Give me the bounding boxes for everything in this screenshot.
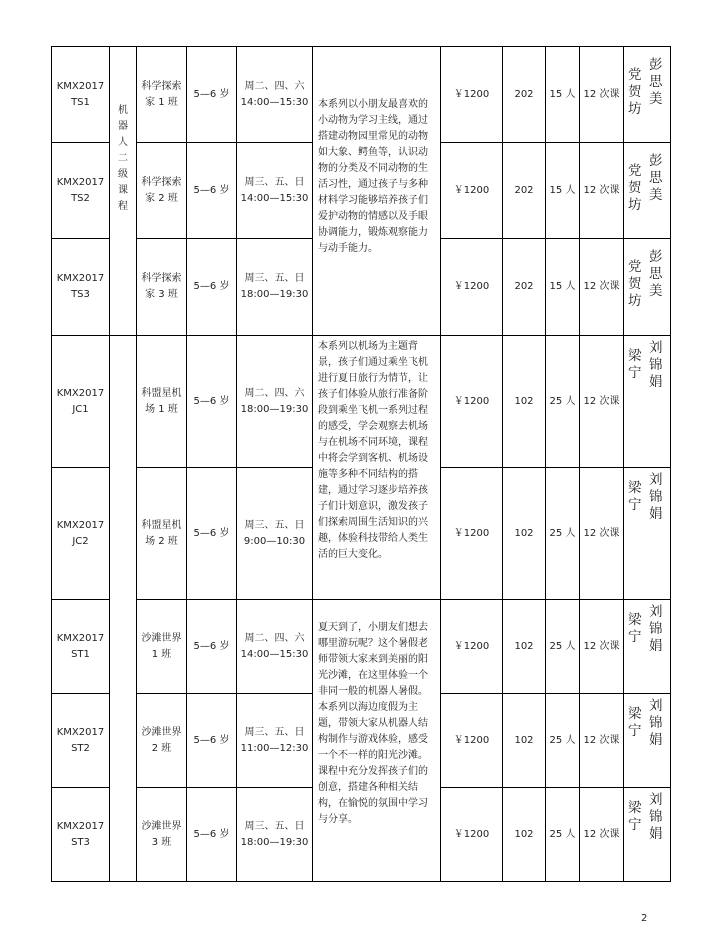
room: 202 bbox=[503, 143, 546, 239]
course-category: 机器人二级课程 bbox=[118, 105, 128, 212]
session-count: 12 次课 bbox=[580, 788, 624, 882]
schedule bbox=[237, 47, 313, 143]
schedule-days: 周二、四、六 bbox=[244, 387, 305, 399]
course-description: 夏天到了，小朋友们想去哪里游玩呢？这个暑假老师带领大家来到美丽的阳光沙滩，在这里体验一个非同一般的机器人暑假。本系列以海边度假为主题，带领大家从机器人结构制作与游戏体验，感受一个不一样的阳光沙滩。课程中充分发挥孩子们的创意，搭建各种相关结构，在愉悦的氛围中学习与分享。 bbox=[313, 600, 441, 882]
class-name: 科学探索家 1 班 bbox=[137, 47, 187, 143]
schedule bbox=[237, 239, 313, 336]
capacity: 25 人 bbox=[546, 694, 580, 788]
class-name: 沙滩世界 2 班 bbox=[137, 694, 187, 788]
session-count: 12 次课 bbox=[580, 336, 624, 468]
teacher-a: 梁宁 bbox=[628, 612, 642, 645]
age-range: 5—6 岁 bbox=[187, 336, 237, 468]
class-code: KMX2017 ST1 bbox=[52, 600, 110, 694]
teacher-b: 彭思美 bbox=[649, 57, 663, 107]
schedule-time: 18:00—19:30 bbox=[240, 289, 309, 300]
schedule-time: 18:00—19:30 bbox=[240, 836, 309, 848]
room: 202 bbox=[503, 47, 546, 143]
teachers bbox=[624, 336, 671, 468]
price: ￥1200 bbox=[441, 468, 503, 600]
teacher-b: 刘锦娟 bbox=[649, 340, 663, 390]
class-name: 科盟星机场 2 班 bbox=[137, 468, 187, 600]
class-name: 沙滩世界 1 班 bbox=[137, 600, 187, 694]
schedule-days: 周三、五、日 bbox=[244, 519, 305, 531]
category-cell bbox=[110, 47, 137, 336]
class-code: KMX2017 TS3 bbox=[52, 239, 110, 336]
schedule bbox=[237, 468, 313, 600]
schedule-time: 14:00—15:30 bbox=[240, 192, 309, 204]
price: ￥1200 bbox=[441, 600, 503, 694]
teachers bbox=[624, 47, 671, 143]
table-row bbox=[52, 600, 671, 694]
teacher-a: 党贺坊 bbox=[628, 163, 642, 213]
schedule bbox=[237, 143, 313, 239]
schedule-time: 18:00—19:30 bbox=[240, 403, 309, 415]
teacher-b: 彭思美 bbox=[649, 153, 663, 203]
teacher-b: 彭思美 bbox=[649, 249, 663, 299]
price: ￥1200 bbox=[441, 788, 503, 882]
teacher-a: 梁宁 bbox=[628, 706, 642, 739]
schedule-time: 9:00—10:30 bbox=[243, 535, 306, 547]
schedule-time: 14:00—15:30 bbox=[240, 96, 309, 108]
capacity: 15 人 bbox=[546, 239, 580, 336]
schedule-time: 14:00—15:30 bbox=[240, 648, 309, 660]
teachers bbox=[624, 694, 671, 788]
capacity: 15 人 bbox=[546, 143, 580, 239]
teacher-b: 刘锦娟 bbox=[649, 792, 663, 842]
age-range: 5—6 岁 bbox=[187, 600, 237, 694]
price: ￥1200 bbox=[441, 239, 503, 336]
teacher-a: 梁宁 bbox=[628, 480, 642, 513]
room: 202 bbox=[503, 239, 546, 336]
schedule-days: 周二、四、六 bbox=[244, 80, 305, 92]
teacher-b: 刘锦娟 bbox=[649, 698, 663, 748]
table-row bbox=[52, 336, 671, 468]
teacher-a: 梁宁 bbox=[628, 348, 642, 381]
room: 102 bbox=[503, 694, 546, 788]
teachers bbox=[624, 468, 671, 600]
class-code: KMX2017 TS2 bbox=[52, 143, 110, 239]
room: 102 bbox=[503, 336, 546, 468]
price: ￥1200 bbox=[441, 143, 503, 239]
schedule bbox=[237, 336, 313, 468]
class-name: 沙滩世界 3 班 bbox=[137, 788, 187, 882]
teacher-a: 党贺坊 bbox=[628, 67, 642, 117]
schedule bbox=[237, 788, 313, 882]
age-range: 5—6 岁 bbox=[187, 694, 237, 788]
schedule-days: 周三、五、日 bbox=[244, 820, 305, 832]
session-count: 12 次课 bbox=[580, 239, 624, 336]
schedule bbox=[237, 600, 313, 694]
capacity: 25 人 bbox=[546, 788, 580, 882]
schedule bbox=[237, 694, 313, 788]
course-schedule-table bbox=[51, 46, 671, 882]
teacher-b: 刘锦娟 bbox=[649, 472, 663, 522]
session-count: 12 次课 bbox=[580, 143, 624, 239]
age-range: 5—6 岁 bbox=[187, 239, 237, 336]
age-range: 5—6 岁 bbox=[187, 47, 237, 143]
class-name: 科学探索家 2 班 bbox=[137, 143, 187, 239]
category-cell-empty bbox=[110, 336, 137, 882]
table-row bbox=[52, 47, 671, 143]
age-range: 5—6 岁 bbox=[187, 143, 237, 239]
teacher-a: 梁宁 bbox=[628, 800, 642, 833]
page-number: 2 bbox=[641, 913, 648, 924]
capacity: 15 人 bbox=[546, 47, 580, 143]
class-code: KMX2017 ST3 bbox=[52, 788, 110, 882]
schedule-days: 周三、五、日 bbox=[244, 176, 305, 188]
price: ￥1200 bbox=[441, 47, 503, 143]
schedule-days: 周二、四、六 bbox=[244, 632, 305, 644]
class-code: KMX2017 ST2 bbox=[52, 694, 110, 788]
price: ￥1200 bbox=[441, 694, 503, 788]
course-description: 本系列以小朋友最喜欢的小动物为学习主线，通过搭建动物园里常见的动物如大象、鳄鱼等，认识动物的分类及不同动物的生活习性，通过孩子与多种材料学习能够培养孩子们爱护动物的情感以及手眼协调能力，锻炼观察能力与动手能力。 bbox=[313, 47, 441, 336]
schedule-days: 周三、五、日 bbox=[244, 273, 305, 284]
course-description: 本系列以机场为主题背景，孩子们通过乘坐飞机进行夏日旅行为情节，让孩子们体验从旅行准备阶段到乘坐飞机一系列过程的感受，学会观察去机场与在机场不同环境，课程中将会学到客机、机场设施等多种不同结构的搭建，通过学习逐步培养孩子们计划意识，激发孩子们探索周围生活知识的兴趣，体验科技带给人类生活的巨大变化。 bbox=[313, 336, 441, 600]
class-code: KMX2017 JC2 bbox=[52, 468, 110, 600]
teachers bbox=[624, 600, 671, 694]
room: 102 bbox=[503, 600, 546, 694]
room: 102 bbox=[503, 468, 546, 600]
session-count: 12 次课 bbox=[580, 47, 624, 143]
teachers bbox=[624, 143, 671, 239]
age-range: 5—6 岁 bbox=[187, 788, 237, 882]
room: 102 bbox=[503, 788, 546, 882]
capacity: 25 人 bbox=[546, 336, 580, 468]
session-count: 12 次课 bbox=[580, 694, 624, 788]
schedule-days: 周三、五、日 bbox=[244, 726, 305, 738]
teacher-a: 党贺坊 bbox=[628, 259, 642, 309]
class-code: KMX2017 TS1 bbox=[52, 47, 110, 143]
class-name: 科盟星机场 1 班 bbox=[137, 336, 187, 468]
capacity: 25 人 bbox=[546, 600, 580, 694]
price: ￥1200 bbox=[441, 336, 503, 468]
age-range: 5—6 岁 bbox=[187, 468, 237, 600]
teachers bbox=[624, 788, 671, 882]
capacity: 25 人 bbox=[546, 468, 580, 600]
teachers bbox=[624, 239, 671, 336]
class-code: KMX2017 JC1 bbox=[52, 336, 110, 468]
teacher-b: 刘锦娟 bbox=[649, 604, 663, 654]
session-count: 12 次课 bbox=[580, 600, 624, 694]
session-count: 12 次课 bbox=[580, 468, 624, 600]
class-name: 科学探索家 3 班 bbox=[137, 239, 187, 336]
schedule-time: 11:00—12:30 bbox=[240, 742, 309, 754]
